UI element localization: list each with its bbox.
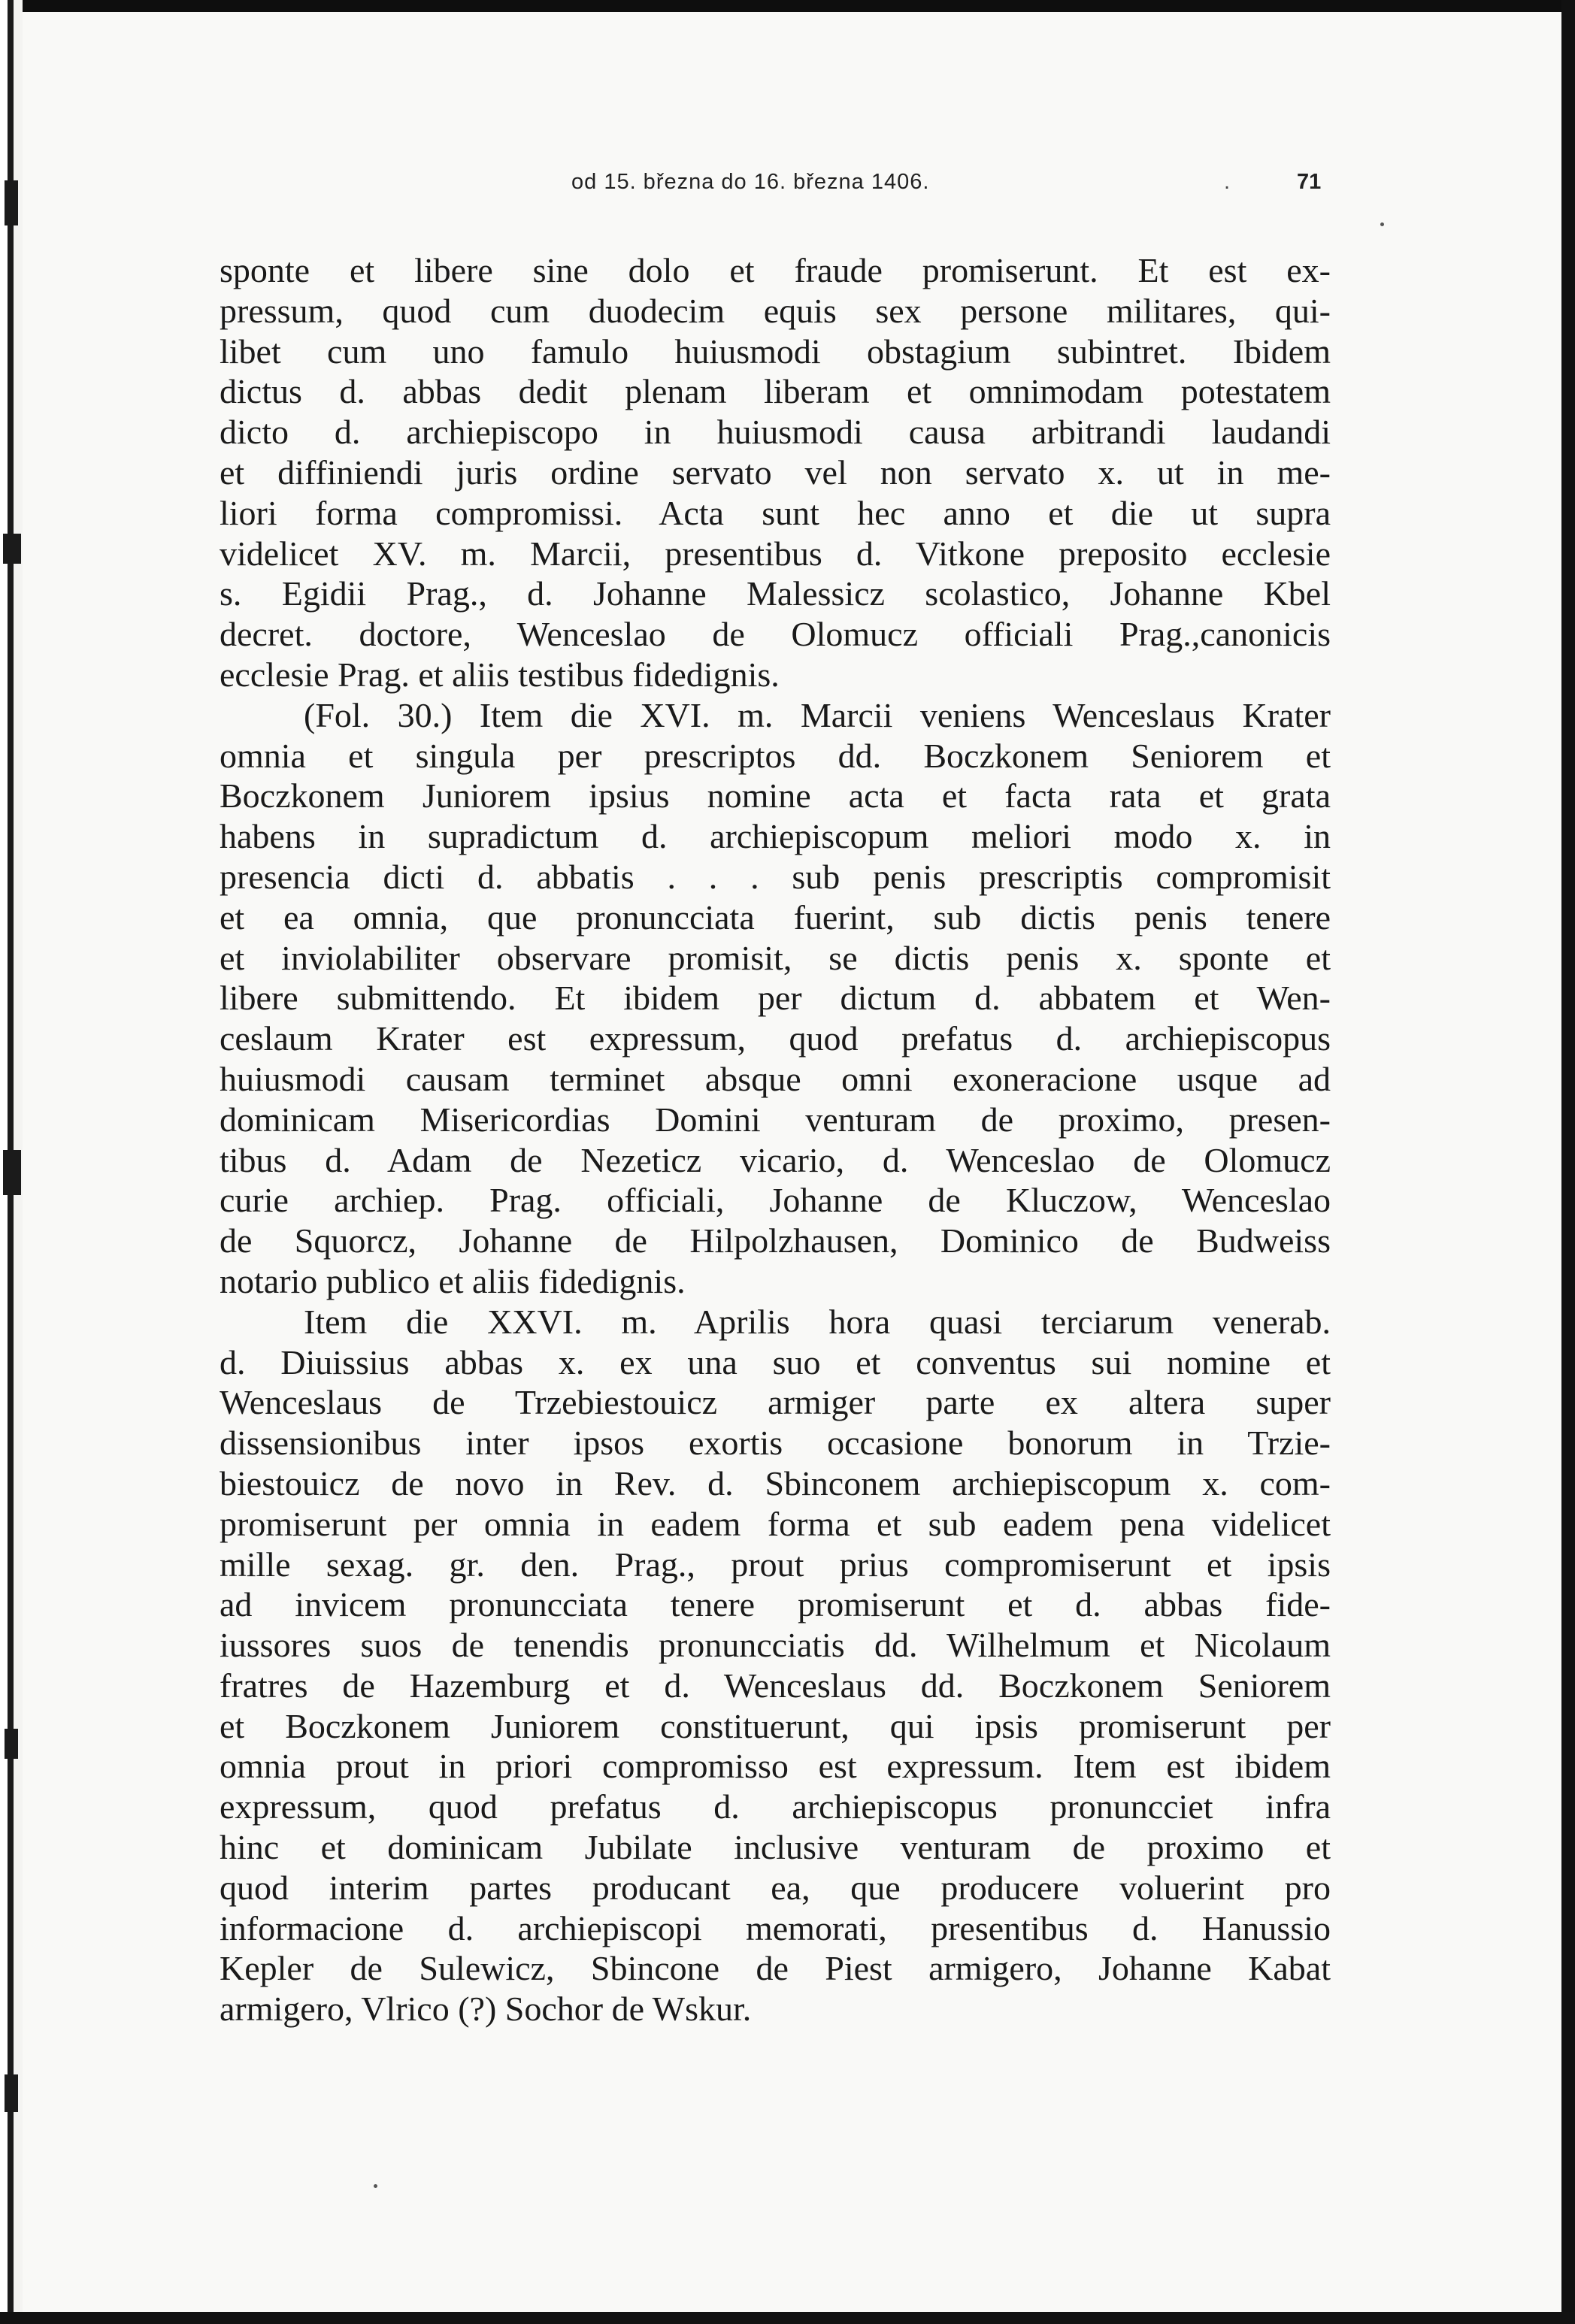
text-line: informacione d. archiepiscopi memorati, presentibus d. Hanussio (220, 1908, 1331, 1947)
text-line: dominicam Misericordias Domini venturam de proximo, presen- (220, 1100, 1331, 1139)
text-line: videlicet XV. m. Marcii, presentibus d. Vitkone preposito ecclesie (220, 534, 1331, 573)
binding-mark (3, 534, 21, 564)
text-line: ceslaum Krater est expressum, quod prefatus d. archiepiscopus (220, 1019, 1331, 1058)
text-line: libere submittendo. Et ibidem per dictum d. abbatem et Wen- (220, 979, 1331, 1018)
text-line: armigero, Vlrico (?) Sochor de Wskur. (220, 1990, 752, 2029)
page-number: 71 (1297, 170, 1322, 194)
running-head: od 15. března do 16. března 1406. (571, 170, 930, 194)
text-line: et diffiniendi juris ordine servato vel non servato x. ut in me- (220, 452, 1331, 492)
text-line: biestouicz de novo in Rev. d. Sbinconem archiepiscopum x. com- (220, 1463, 1331, 1502)
text-line: quod interim partes producant ea, que producere voluerint pro (220, 1868, 1331, 1907)
text-line: sponte et libere sine dolo et fraude promiserunt. Et est ex- (220, 251, 1331, 289)
scan-border-bottom (0, 2312, 1575, 2324)
scan-speck (1380, 222, 1384, 226)
text-line: tibus d. Adam de Nezeticz vicario, d. Wenceslao de Olomucz (220, 1140, 1331, 1179)
text-line: Kepler de Sulewicz, Sbincone de Piest armigero, Johanne Kabat (220, 1949, 1331, 1988)
binding-mark (5, 1729, 18, 1759)
text-line: habens in supradictum d. archiepiscopum meliori modo x. in (220, 817, 1331, 856)
text-line: de Squorcz, Johanne de Hilpolzhausen, Dominico de Budweiss (220, 1221, 1331, 1260)
text-line: pressum, quod cum duodecim equis sex persone militares, qui- (220, 291, 1331, 330)
text-line: Boczkonem Juniorem ipsius nomine acta et facta rata et grata (220, 776, 1331, 816)
text-line: expressum, quod prefatus d. archiepiscopus pronuncciet infra (220, 1787, 1331, 1826)
binding-mark (3, 1150, 21, 1195)
text-line: et Boczkonem Juniorem constituerunt, qui ipsis promiserunt per (220, 1706, 1331, 1745)
text-line: fratres de Hazemburg et d. Wenceslaus dd. Boczkonem Seniorem (220, 1666, 1331, 1705)
text-line: et inviolabiliter observare promisit, se dictis penis x. sponte et (220, 938, 1331, 977)
text-line: presencia dicti d. abbatis . . . sub penis prescriptis compromisit (220, 857, 1331, 896)
binding-mark (5, 180, 18, 225)
text-line: libet cum uno famulo huiusmodi obstagium subintret. Ibidem (220, 331, 1331, 371)
text-line: omnia et singula per prescriptos dd. Boczkonem Seniorem et (220, 736, 1331, 775)
text-line: d. Diuissius abbas x. ex una suo et conventus sui nomine et (220, 1342, 1331, 1381)
text-line: dissensionibus inter ipsos exortis occasione bonorum in Trzie- (220, 1424, 1331, 1463)
text-line: (Fol. 30.) Item die XVI. m. Marcii veniens Wenceslaus Krater (304, 695, 1331, 734)
text-line: notario publico et aliis fidedignis. (220, 1261, 686, 1300)
scan-speck (374, 2184, 377, 2188)
text-line: decret. doctore, Wenceslao de Olomucz officiali Prag.,canonicis (220, 615, 1331, 654)
body-text (220, 250, 1331, 2029)
text-line: Wenceslaus de Trzebiestouicz armiger parte ex altera super (220, 1383, 1331, 1422)
text-line: et ea omnia, que pronuncciata fuerint, sub dictis penis tenere (220, 897, 1331, 937)
text-line: ad invicem pronuncciata tenere promiserunt et d. abbas fide- (220, 1585, 1331, 1624)
text-line: liori forma compromissi. Acta sunt hec anno et die ut supra (220, 493, 1331, 532)
text-line: huiusmodi causam terminet absque omni exoneracione usque ad (220, 1059, 1331, 1098)
text-line: promiserunt per omnia in eadem forma et sub eadem pena videlicet (220, 1504, 1331, 1543)
text-line: iussores suos de tenendis pronuncciatis dd. Wilhelmum et Nicolaum (220, 1626, 1331, 1665)
text-line: omnia prout in priori compromisso est expressum. Item est ibidem (220, 1747, 1331, 1786)
text-line: dictus d. abbas dedit plenam liberam et omnimodam potestatem (220, 372, 1331, 411)
text-line: mille sexag. gr. den. Prag., prout prius compromiserunt et ipsis (220, 1545, 1331, 1584)
scan-border-top (0, 0, 1575, 12)
scan-border-right (1561, 0, 1575, 2324)
text-line: Item die XXVI. m. Aprilis hora quasi terciarum venerab. (304, 1302, 1331, 1341)
binding-mark (5, 2074, 18, 2112)
text-line: ecclesie Prag. et aliis testibus fidedignis. (220, 655, 780, 694)
text-line: curie archiep. Prag. officiali, Johanne de Kluczow, Wenceslao (220, 1181, 1331, 1220)
running-head-separator: . (1224, 170, 1231, 194)
text-line: hinc et dominicam Jubilate inclusive venturam de proximo et (220, 1828, 1331, 1867)
text-line: s. Egidii Prag., d. Johanne Malessicz scolastico, Johanne Kbel (220, 574, 1331, 613)
text-line: dicto d. archiepiscopo in huiusmodi causa arbitrandi laudandi (220, 413, 1331, 452)
